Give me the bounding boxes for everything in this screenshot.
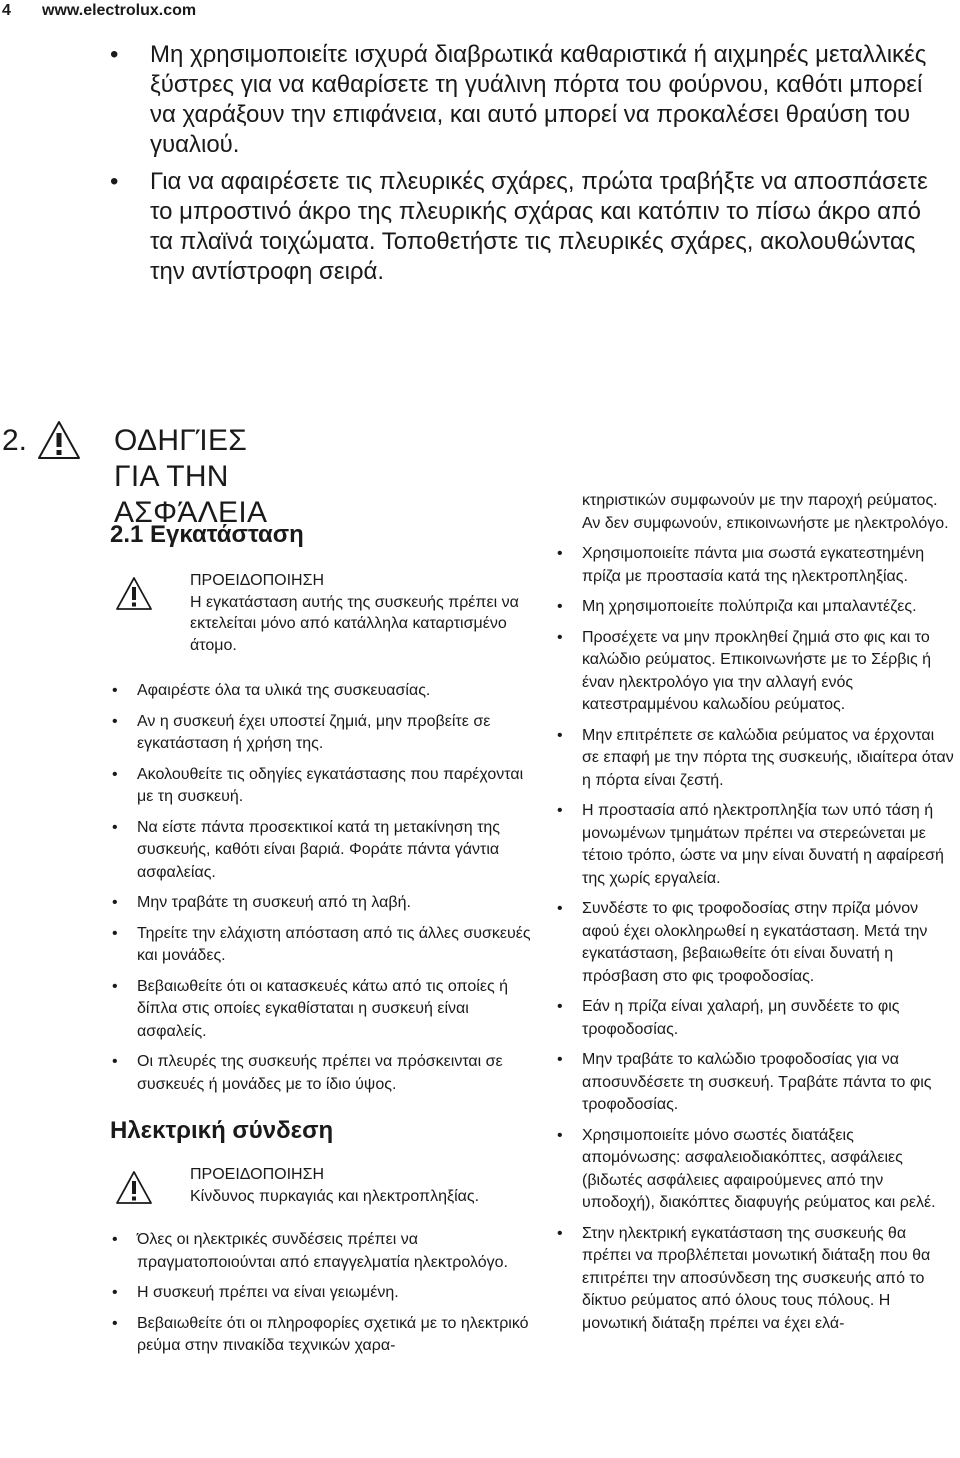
- cleaning-bullets: [110, 40, 950, 294]
- warning-icon: [115, 1170, 153, 1205]
- list-item: • Για να αφαιρέσετε τις πλευρικές σχάρες, πρώτα τραβήξτε να αποσπάσετε το μπροστινό άκρο της πλευρικής σχάρας και κατόπιν το πίσω άκρο από τα πλαϊνά τοιχώματα. Τοποθετήστε τις πλευρικές σχάρες, ακολουθώντας την αντίστροφη σειρά.: [110, 167, 950, 287]
- section-number: 2.: [2, 424, 28, 457]
- page-number: 4: [2, 2, 11, 19]
- continued-text: κτηριστικών συμφωνούν με την παροχή ρεύματος. Αν δεν συμφωνούν, επικοινωνήστε με ηλεκτρολόγο.: [582, 492, 949, 532]
- list-item: • Μην επιτρέπετε σε καλώδια ρεύματος να έρχονται σε επαφή με την πόρτα της συσκευής, ιδιαίτερα όταν η πόρτα είναι ζεστή.: [555, 725, 955, 793]
- list-item: • Χρησιμοποιείτε μόνο σωστές διατάξεις απομόνωσης: ασφαλειοδιακόπτες, ασφάλειες (βιδωτές ασφάλειες αφαιρούμενες από την υποδοχή), διακόπτες διαφυγής ρεύματος και ρελέ.: [555, 1125, 955, 1215]
- list-item: • Μην τραβάτε τη συσκευή από τη λαβή.: [110, 892, 540, 915]
- list-item: • Η προστασία από ηλεκτροπληξία των υπό τάση ή μονωμένων τμημάτων πρέπει να στερεώνεται με τέτοιο τρόπο, ώστε να μην είναι δυνατή η αφαίρεσή της χωρίς εργαλεία.: [555, 800, 955, 890]
- warning-triangle-icon: [36, 419, 82, 461]
- warning-text: Η εγκατάσταση αυτής της συσκευής πρέπει να εκτελείται μόνο από κατάλληλα καταρτισμένο άτομο.: [190, 593, 519, 654]
- list-item: • Οι πλευρές της συσκευής πρέπει να πρόσκεινται σε συσκευές ή μονάδες με το ίδιο ύψος.: [110, 1051, 540, 1096]
- list-item: • Προσέχετε να μην προκληθεί ζημιά στο φις και το καλώδιο ρεύματος. Επικοινωνήστε με το Σέρβις ή έναν ηλεκτρολόγο για την αλλαγή ενός κατεστραμμένου καλωδίου ρεύματος.: [555, 627, 955, 717]
- warning-title: ΠΡΟΕΙΔΟΠΟΙΗΣΗ: [190, 1166, 325, 1183]
- electrical-warning: [110, 1164, 540, 1207]
- warning-title: ΠΡΟΕΙΔΟΠΟΙΗΣΗ: [190, 572, 325, 589]
- section-title: ΟΔΗΓΊΕΣ ΓΙΑ ΤΗΝ ΑΣΦΆΛΕΙΑ: [114, 424, 268, 529]
- list-item: • Μη χρησιμοποιείτε ισχυρά διαβρωτικά καθαριστικά ή αιχμηρές μεταλλικές ξύστρες για να καθαρίσετε τη γυάλινη πόρτα του φούρνου, καθότι μπορεί να χαράξουν την επιφάνεια, και αυτό μπορεί να προκαλέσει θραύση του γυαλιού.: [110, 40, 950, 160]
- list-item: • Αφαιρέστε όλα τα υλικά της συσκευασίας.: [110, 680, 540, 703]
- list-item: • Αν η συσκευή έχει υποστεί ζημιά, μην προβείτε σε εγκατάσταση ή χρήση της.: [110, 711, 540, 756]
- list-item: • Βεβαιωθείτε ότι οι κατασκευές κάτω από τις οποίες ή δίπλα στις οποίες εγκαθίσταται η συσκευή είναι ασφαλείς.: [110, 976, 540, 1044]
- electrical-bullets: [110, 1229, 540, 1358]
- list-item: • Μην τραβάτε το καλώδιο τροφοδοσίας για να αποσυνδέσετε τη συσκευή. Τραβάτε πάντα το φις τροφοδοσίας.: [555, 1049, 955, 1117]
- list-item: • Να είστε πάντα προσεκτικοί κατά τη μετακίνηση της συσκευής, καθότι είναι βαριά. Φοράτε πάντα γάντια ασφαλείας.: [110, 817, 540, 885]
- electrical-bullets-continued: [555, 543, 955, 1335]
- installation-heading: 2.1 Εγκατάσταση: [110, 521, 304, 548]
- list-item: • Συνδέστε το φις τροφοδοσίας στην πρίζα μόνον αφού έχει ολοκληρωθεί η εγκατάσταση. Μετά την εγκατάσταση, βεβαιωθείτε ότι είναι δυνατή η πρόσβαση στο φις τροφοδοσίας.: [555, 898, 955, 988]
- list-item: • Στην ηλεκτρική εγκατάσταση της συσκευής θα πρέπει να προβλέπεται μονωτική διάταξη που θα επιτρέπει την αποσύνδεση της συσκευής από το δίκτυο ρεύματος από όλους τους πόλους. Η μονωτική διάταξη πρέπει να έχει ελά-: [555, 1223, 955, 1336]
- list-item: • Εάν η πρίζα είναι χαλαρή, μη συνδέετε το φις τροφοδοσίας.: [555, 996, 955, 1041]
- list-item: • Τηρείτε την ελάχιστη απόσταση από τις άλλες συσκευές και μονάδες.: [110, 923, 540, 968]
- warning-text: Κίνδυνος πυρκαγιάς και ηλεκτροπληξίας.: [190, 1187, 480, 1205]
- installation-bullets: [110, 680, 540, 1096]
- list-item: • Βεβαιωθείτε ότι οι πληροφορίες σχετικά με το ηλεκτρικό ρεύμα στην πινακίδα τεχνικών χαρα-: [110, 1313, 540, 1358]
- list-item: • Μη χρησιμοποιείτε πολύπριζα και μπαλαντέζες.: [555, 596, 955, 619]
- warning-icon: [115, 576, 153, 611]
- list-item: • Όλες οι ηλεκτρικές συνδέσεις πρέπει να πραγματοποιούνται από επαγγελματία ηλεκτρολόγο.: [110, 1229, 540, 1274]
- list-item: • Η συσκευή πρέπει να είναι γειωμένη.: [110, 1282, 540, 1305]
- installation-warning: [110, 570, 540, 656]
- list-item: • Χρησιμοποιείτε πάντα μια σωστά εγκατεστημένη πρίζα με προστασία κατά της ηλεκτροπληξίας.: [555, 543, 955, 588]
- right-column: [555, 490, 955, 1343]
- left-column: [110, 520, 540, 1366]
- list-item: • Ακολουθείτε τις οδηγίες εγκατάστασης που παρέχονται με τη συσκευή.: [110, 764, 540, 809]
- electrical-heading: Ηλεκτρική σύνδεση: [110, 1117, 334, 1144]
- site-url: www.electrolux.com: [42, 2, 197, 19]
